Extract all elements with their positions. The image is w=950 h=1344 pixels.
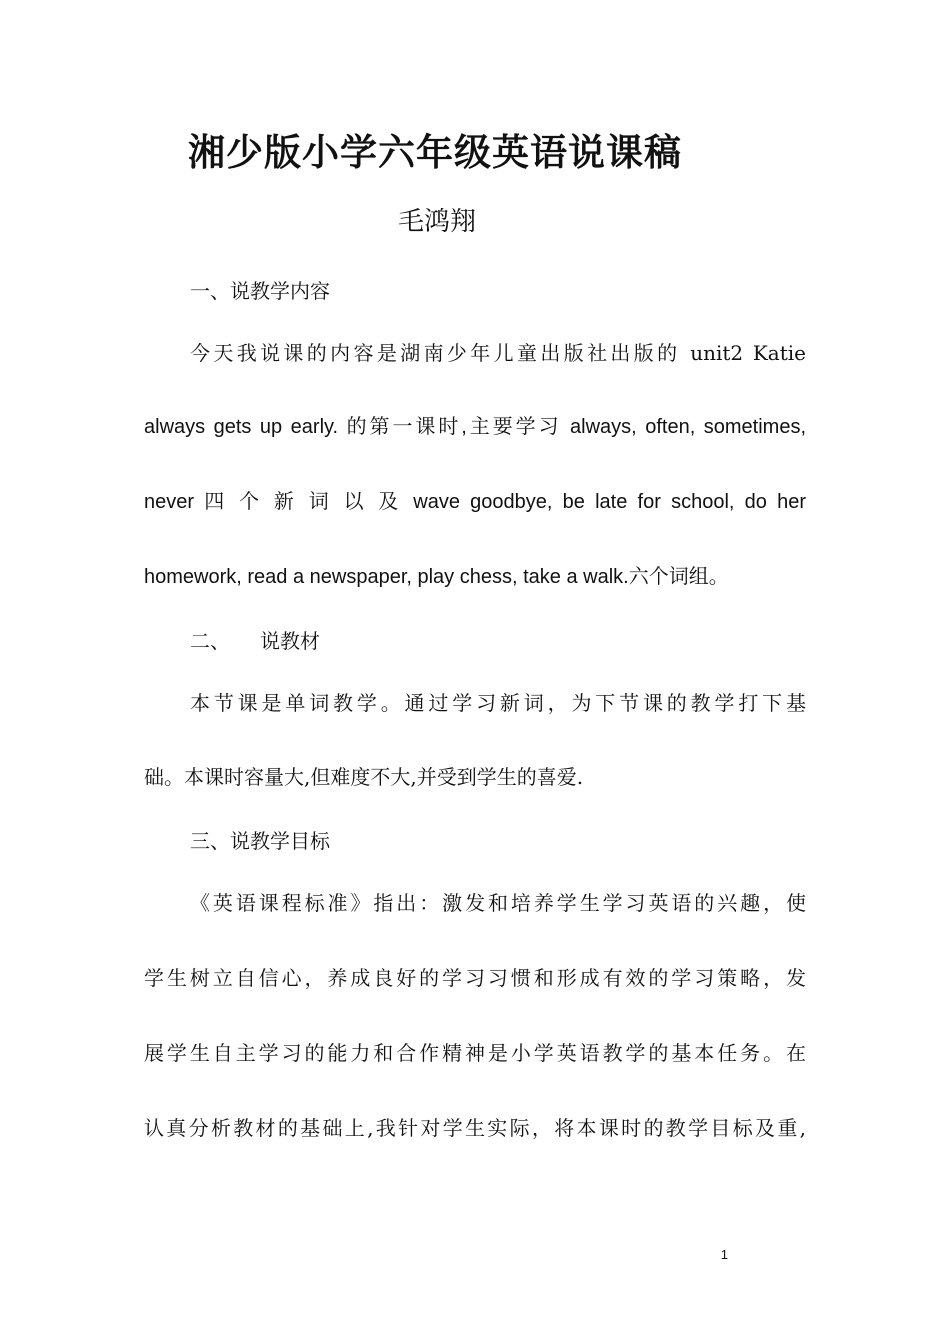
document-title: 湘少版小学六年级英语说课稿 xyxy=(188,131,682,174)
paragraph-line: always gets up early. 的第一课时,主要学习 always, often, sometimes, xyxy=(144,416,806,438)
section-heading-number: 二、 xyxy=(190,629,230,653)
page-number: 1 xyxy=(720,1247,728,1262)
paragraph-line: 《英语课程标准》指出：激发和培养学生学习英语的兴趣，使 xyxy=(190,891,806,915)
paragraph-line: homework, read a newspaper, play chess, take a walk.六个词组。 xyxy=(144,566,729,588)
paragraph-line: never 四 个 新 词 以 及 wave goodbye, be late for school, do her xyxy=(144,491,806,513)
paragraph-line: 认真分析教材的基础上,我针对学生实际，将本课时的教学目标及重, xyxy=(144,1116,806,1140)
author-name: 毛鸿翔 xyxy=(398,207,477,237)
paragraph-line: 础。本课时容量大,但难度不大,并受到学生的喜爱. xyxy=(144,765,584,789)
paragraph-line: 展学生自主学习的能力和合作精神是小学英语教学的基本任务。在 xyxy=(144,1041,806,1065)
section-heading-teaching-goals: 三、说教学目标 xyxy=(190,829,330,853)
paragraph-line: 学生树立自信心，养成良好的学习习惯和形成有效的学习策略，发 xyxy=(144,966,806,990)
paragraph-line: 今天我说课的内容是湖南少年儿童出版社出版的 unit2 Katie xyxy=(190,341,806,365)
section-heading-label: 说教材 xyxy=(260,629,320,653)
paragraph-line: 本节课是单词教学。通过学习新词，为下节课的教学打下基 xyxy=(190,691,806,715)
section-heading-textbook xyxy=(190,626,806,656)
section-heading-teaching-content: 一、说教学内容 xyxy=(190,279,330,303)
